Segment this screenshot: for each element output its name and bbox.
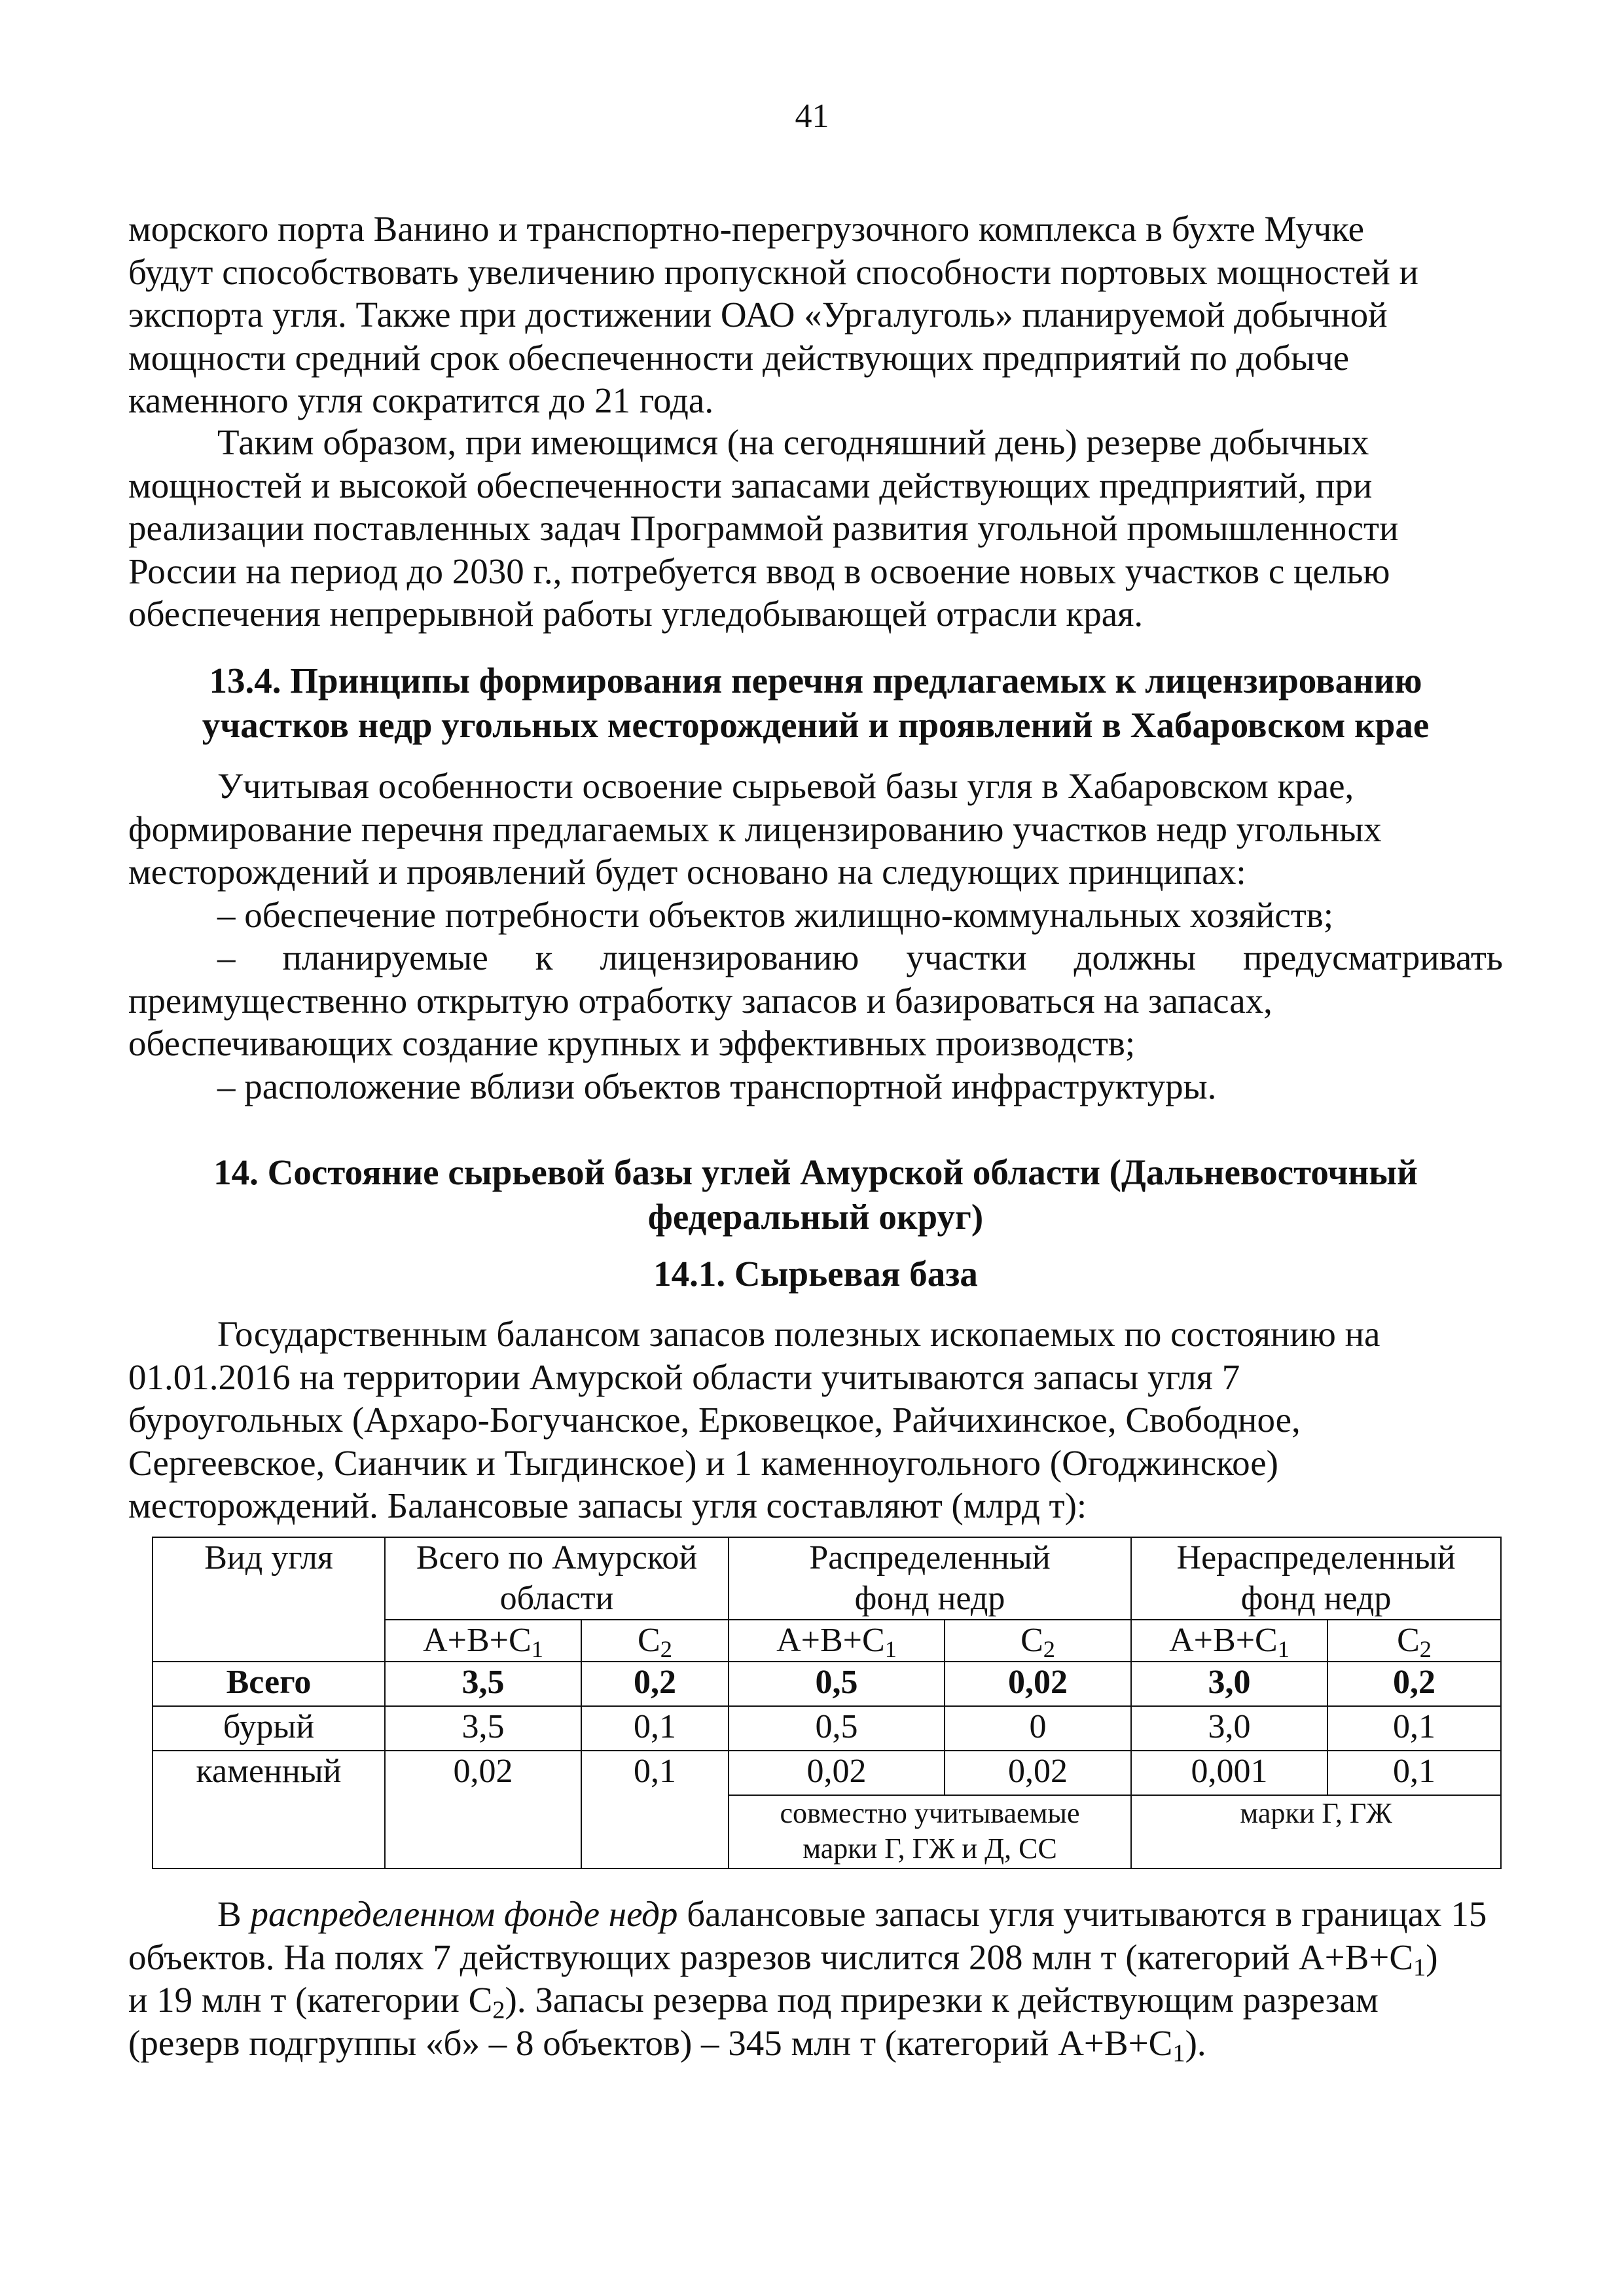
cell-type: бурый [153, 1706, 385, 1751]
table-cell: 0,1 [1327, 1751, 1501, 1795]
subheader-abc: $А+В+С_1$ [729, 1620, 945, 1662]
table-cell: 0,2 [1327, 1662, 1501, 1706]
paragraph-new-areas [128, 421, 1503, 636]
text-line: формирование перечня предлагаемых к лицензированию участков недр угольных [128, 809, 1382, 849]
heading-line: 13.4. Принципы формирования перечня предлагаемых к лицензированию [209, 661, 1422, 701]
table-cell: 0,1 [581, 1751, 729, 1868]
text-line: Государственным балансом запасов полезных ископаемых по состоянию на [217, 1314, 1380, 1354]
bullet-item: – планируемые к лицензированию участки должны предусматривать [217, 938, 1503, 977]
header-text: Всего по Амурской [416, 1539, 698, 1576]
page-number: 41 [795, 98, 829, 135]
cell-type: каменный [153, 1751, 385, 1868]
table-cell: 0,5 [729, 1706, 945, 1751]
header-text: Распределенный [809, 1539, 1051, 1576]
note-distributed [729, 1795, 1131, 1868]
note-text: совместно учитываемые [780, 1797, 1080, 1829]
header-text: области [499, 1580, 614, 1617]
text-line: будут способствовать увеличению пропускной способности портовых мощностей и [128, 251, 1418, 292]
text-line: каменного угля сократится до 21 года. [128, 380, 714, 420]
text-line: месторождений. Балансовые запасы угля составляют (млрд т): [128, 1485, 1087, 1525]
table-cell: 0,02 [945, 1662, 1131, 1706]
text-line: морского порта Ванино и транспортно-перегрузочного комплекса в бухте Мучке [128, 209, 1365, 249]
bullet-item: – обеспечение потребности объектов жилищно-коммунальных хозяйств; [217, 894, 1333, 935]
reserves-table [152, 1537, 1502, 1869]
text-line: реализации поставленных задач Программой развития угольной промышленности [128, 508, 1399, 548]
paragraph-distributed-fund [128, 1893, 1503, 2068]
subheader-abc: $А+В+С_1$ [385, 1620, 581, 1662]
text-line: (резерв подгруппы «б» – 8 объектов) – 345 млн т (категорий $А+В+С_1$). [128, 2022, 1206, 2068]
table-cell: 0 [945, 1706, 1131, 1751]
text-line: мощности средний срок обеспеченности действующих предприятий по добыче [128, 337, 1350, 378]
table-cell: 3,0 [1131, 1706, 1327, 1751]
section-heading-14-1 [128, 1252, 1503, 1296]
text-line: 01.01.2016 на территории Амурской области учитываются запасы угля 7 [128, 1357, 1240, 1397]
table-row-hard [153, 1751, 1501, 1795]
heading-line: 14. Состояние сырьевой базы углей Амурской области (Дальневосточный [213, 1152, 1418, 1192]
text-line: объектов. На полях 7 действующих разрезов числится 208 млн т (категорий $А+В+С_1$) [128, 1937, 1438, 1982]
table-cell: 3,0 [1131, 1662, 1327, 1706]
heading-line: участков недр угольных месторождений и проявлений в Хабаровском крае [202, 705, 1430, 745]
text-line: В распределенном фонде недр балансовые запасы угля учитываются в границах 15 [217, 1894, 1487, 1934]
note-text: марки Г, ГЖ и Д, СС [803, 1832, 1057, 1865]
section-heading-13-4 [128, 659, 1503, 748]
text-line: преимущественно открытую отработку запасов и базироваться на запасах, [128, 980, 1272, 1021]
header-text: Нераспределенный [1176, 1539, 1456, 1576]
paragraph-principles [128, 765, 1503, 1108]
paragraph-port-capacity [128, 208, 1503, 422]
table-row-total [153, 1662, 1501, 1706]
table-cell: 0,02 [385, 1751, 581, 1868]
text-line: Таким образом, при имеющимся (на сегодняшний день) резерве добычных [217, 422, 1369, 462]
table-cell: 0,1 [1327, 1706, 1501, 1751]
header-total [385, 1537, 729, 1620]
subheader-c2: $С_2$ [581, 1620, 729, 1662]
header-coal-type: Вид угля [153, 1537, 385, 1662]
header-text: фонд недр [854, 1580, 1005, 1617]
table-cell: 3,5 [385, 1706, 581, 1751]
text-line: буроугольных (Архаро-Богучанское, Ерковецкое, Райчихинское, Свободное, [128, 1400, 1301, 1440]
subheader-c2: $С_2$ [945, 1620, 1131, 1662]
table-cell: 0,02 [729, 1751, 945, 1795]
header-distributed [729, 1537, 1131, 1620]
text-line: обеспечения непрерывной работы угледобывающей отрасли края. [128, 594, 1144, 634]
cell-type: Всего [153, 1662, 385, 1706]
table-cell: 0,001 [1131, 1751, 1327, 1795]
bullet-item: – расположение вблизи объектов транспортной инфраструктуры. [217, 1066, 1217, 1106]
header-undistributed [1131, 1537, 1501, 1620]
section-heading-14 [128, 1150, 1503, 1239]
subheader-abc: $А+В+С_1$ [1131, 1620, 1327, 1662]
note-undistributed: марки Г, ГЖ [1131, 1795, 1501, 1868]
text-line: мощностей и высокой обеспеченности запасами действующих предприятий, при [128, 465, 1373, 505]
header-text: фонд недр [1240, 1580, 1392, 1617]
text-line: экспорта угля. Также при достижении ОАО «Ургалуголь» планируемой добычной [128, 295, 1388, 335]
text-line: месторождений и проявлений будет основано на следующих принципах: [128, 852, 1246, 892]
table-header-row [153, 1537, 1501, 1620]
subheader-c2: $С_2$ [1327, 1620, 1501, 1662]
table-cell: 0,5 [729, 1662, 945, 1706]
heading-line: 14.1. Сырьевая база [653, 1254, 978, 1294]
text-line: Сергеевское, Сианчик и Тыгдинское) и 1 каменноугольного (Огоджинское) [128, 1442, 1278, 1483]
table-cell: 0,2 [581, 1662, 729, 1706]
table-cell: 3,5 [385, 1662, 581, 1706]
heading-line: федеральный округ) [647, 1197, 984, 1237]
text-line: обеспечивающих создание крупных и эффективных производств; [128, 1023, 1136, 1063]
table-row-brown [153, 1706, 1501, 1751]
table-cell: 0,1 [581, 1706, 729, 1751]
table-cell: 0,02 [945, 1751, 1131, 1795]
text-line: и 19 млн т (категории $С_2$). Запасы резерва под прирезки к действующим разрезам [128, 1980, 1379, 2024]
text-line: Учитывая особенности освоение сырьевой базы угля в Хабаровском крае, [217, 766, 1354, 806]
paragraph-balance [128, 1313, 1503, 1527]
text-line: России на период до 2030 г., потребуется ввод в освоение новых участков с целью [128, 551, 1390, 591]
